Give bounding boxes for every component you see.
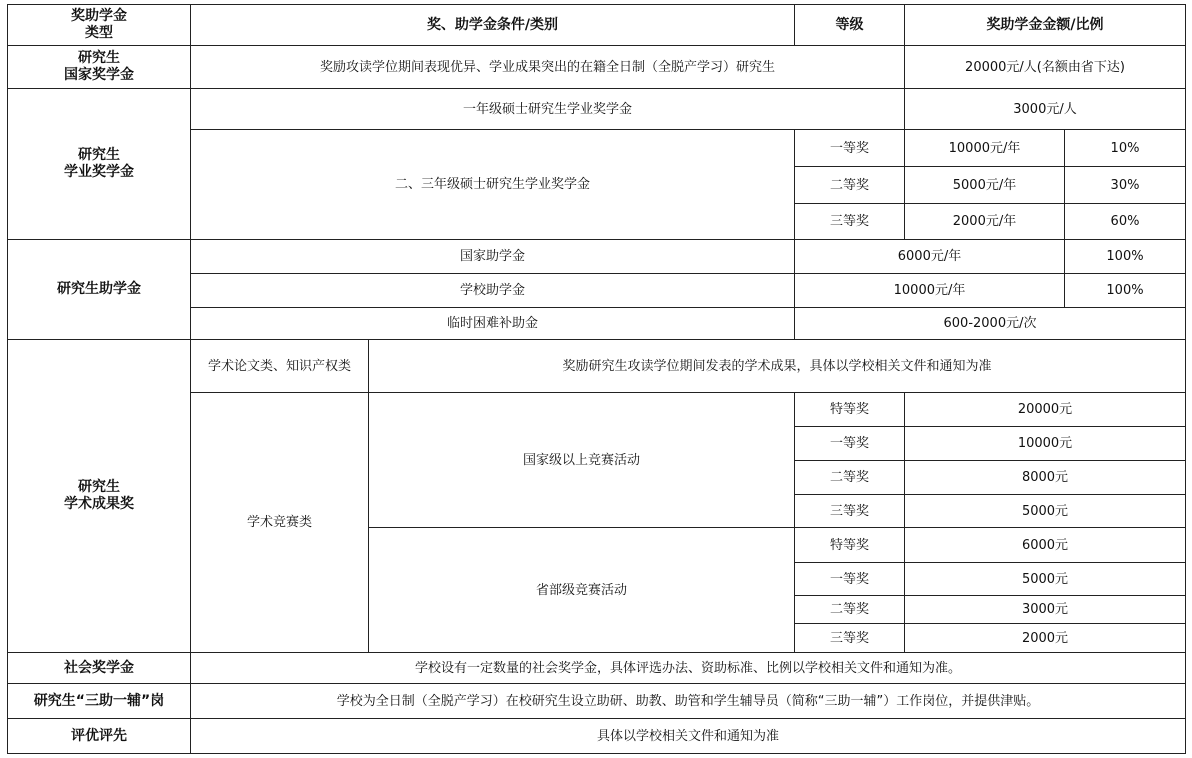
competition-amount: 2000元	[905, 624, 1186, 653]
honors-desc: 具体以学校相关文件和通知为准	[191, 719, 1186, 754]
achievement-competition-label: 学术竞赛类	[191, 393, 369, 653]
academic-upper-ratio: 60%	[1065, 204, 1186, 240]
competition-level: 三等奖	[795, 495, 905, 528]
table-row	[8, 653, 1186, 684]
grant-national-label: 国家助学金	[191, 240, 795, 274]
competition-amount: 10000元	[905, 427, 1186, 461]
table-row	[8, 89, 1186, 130]
academic-upper-label: 二、三年级硕士研究生学业奖学金	[191, 130, 795, 240]
table-row	[8, 719, 1186, 754]
academic-upper-amount: 10000元/年	[905, 130, 1065, 167]
academic-category: 研究生 学业奖学金	[8, 89, 191, 240]
competition-amount: 3000元	[905, 596, 1186, 624]
academic-upper-ratio: 30%	[1065, 167, 1186, 204]
grant-school-amount: 10000元/年	[795, 274, 1065, 308]
competition-level: 二等奖	[795, 596, 905, 624]
table-row	[8, 684, 1186, 719]
competition-national-label: 国家级以上竞赛活动	[369, 393, 795, 528]
header-condition: 奖、助学金条件/类别	[191, 5, 795, 46]
competition-level: 二等奖	[795, 461, 905, 495]
assistant-desc: 学校为全日制（全脱产学习）在校研究生设立助研、助教、助管和学生辅导员（简称“三助一辅”）工作岗位，并提供津贴。	[191, 684, 1186, 719]
grant-temporary-amount: 600-2000元/次	[795, 308, 1186, 340]
national-condition: 奖励攻读学位期间表现优异、学业成果突出的在籍全日制（全脱产学习）研究生	[191, 46, 905, 89]
grant-temporary-label: 临时困难补助金	[191, 308, 795, 340]
competition-level: 特等奖	[795, 528, 905, 563]
competition-level: 一等奖	[795, 427, 905, 461]
header-type: 奖助学金 类型	[8, 5, 191, 46]
grant-national-ratio: 100%	[1065, 240, 1186, 274]
competition-amount: 5000元	[905, 563, 1186, 596]
academic-first-year-label: 一年级硕士研究生学业奖学金	[191, 89, 905, 130]
honors-category: 评优评先	[8, 719, 191, 754]
header-amount: 奖助学金金额/比例	[905, 5, 1186, 46]
competition-amount: 6000元	[905, 528, 1186, 563]
grant-national-amount: 6000元/年	[795, 240, 1065, 274]
competition-level: 特等奖	[795, 393, 905, 427]
academic-upper-level: 一等奖	[795, 130, 905, 167]
competition-amount: 20000元	[905, 393, 1186, 427]
achievement-papers-label: 学术论文类、知识产权类	[191, 340, 369, 393]
competition-amount: 8000元	[905, 461, 1186, 495]
national-amount: 20000元/人(名额由省下达)	[905, 46, 1186, 89]
grant-school-label: 学校助学金	[191, 274, 795, 308]
academic-upper-level: 三等奖	[795, 204, 905, 240]
achievement-papers-desc: 奖励研究生攻读学位期间发表的学术成果，具体以学校相关文件和通知为准	[369, 340, 1186, 393]
social-category: 社会奖学金	[8, 653, 191, 684]
competition-level: 一等奖	[795, 563, 905, 596]
grant-school-ratio: 100%	[1065, 274, 1186, 308]
social-desc: 学校设有一定数量的社会奖学金，具体评选办法、资助标准、比例以学校相关文件和通知为准。	[191, 653, 1186, 684]
table-row	[8, 340, 1186, 393]
achievement-category: 研究生 学术成果奖	[8, 340, 191, 653]
table-row	[8, 240, 1186, 274]
assistant-category: 研究生“三助一辅”岗	[8, 684, 191, 719]
table-row	[8, 46, 1186, 89]
academic-upper-level: 二等奖	[795, 167, 905, 204]
header-level: 等级	[795, 5, 905, 46]
academic-upper-ratio: 10%	[1065, 130, 1186, 167]
scholarship-table	[7, 4, 1186, 754]
academic-first-year-amount: 3000元/人	[905, 89, 1186, 130]
national-category: 研究生 国家奖学金	[8, 46, 191, 89]
header-row	[8, 5, 1186, 46]
competition-amount: 5000元	[905, 495, 1186, 528]
grant-category: 研究生助学金	[8, 240, 191, 340]
academic-upper-amount: 2000元/年	[905, 204, 1065, 240]
competition-level: 三等奖	[795, 624, 905, 653]
academic-upper-amount: 5000元/年	[905, 167, 1065, 204]
competition-provincial-label: 省部级竞赛活动	[369, 528, 795, 653]
